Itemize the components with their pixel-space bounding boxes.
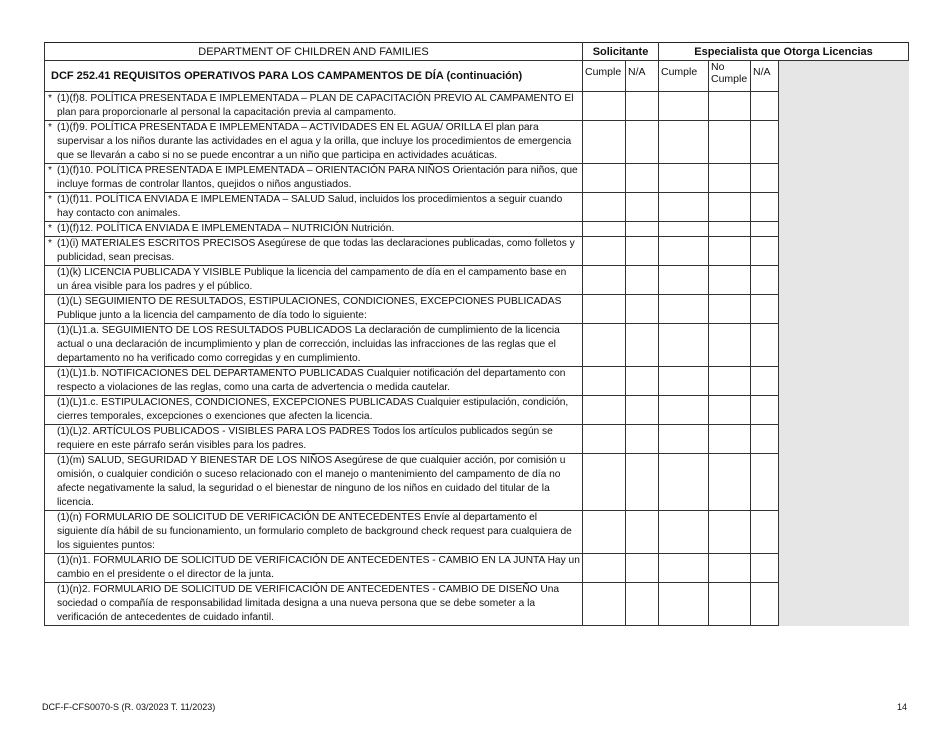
cumple-solicitante-box[interactable] <box>583 237 626 266</box>
cumple-especialista-box[interactable] <box>659 454 709 511</box>
requirement-row <box>45 511 909 554</box>
cumple-solicitante-box[interactable] <box>583 324 626 367</box>
header-row-2 <box>45 61 909 92</box>
na-solicitante-box[interactable] <box>626 396 659 425</box>
col-cumple-especialista: Cumple <box>659 61 709 92</box>
na-solicitante-box[interactable] <box>626 164 659 193</box>
na-solicitante-box[interactable] <box>626 295 659 324</box>
na-especialista-box[interactable] <box>751 222 779 237</box>
shaded-area <box>779 92 909 121</box>
shaded-area <box>779 222 909 237</box>
na-especialista-box[interactable] <box>751 454 779 511</box>
cumple-especialista-box[interactable] <box>659 266 709 295</box>
no-cumple-especialista-box[interactable] <box>709 396 751 425</box>
col-na-especialista: N/A <box>751 61 779 92</box>
form-id: DCF-F-CFS0070-S (R. 03/2023 T. 11/2023) <box>42 702 216 712</box>
shaded-area <box>779 237 909 266</box>
requirement-text-cell <box>45 511 583 554</box>
no-cumple-especialista-box[interactable] <box>709 324 751 367</box>
requirement-text: (1)(f)11. POLÍTICA ENVIADA E IMPLEMENTADA – SALUD Salud, incluidos los procedimientos a seguir cuando hay contacto con animales. <box>57 194 563 219</box>
na-solicitante-box[interactable] <box>626 121 659 164</box>
cumple-solicitante-box[interactable] <box>583 367 626 396</box>
na-especialista-box[interactable] <box>751 193 779 222</box>
no-cumple-especialista-box[interactable] <box>709 121 751 164</box>
shaded-area <box>779 583 909 626</box>
requirement-row <box>45 222 909 237</box>
requirement-text: (1)(i) MATERIALES ESCRITOS PRECISOS Asegúrese de que todas las declaraciones publicadas, como folletos y publicidad, sean precisas. <box>57 238 575 263</box>
na-especialista-box[interactable] <box>751 92 779 121</box>
requirement-text: (1)(n)2. FORMULARIO DE SOLICITUD DE VERIFICACIÓN DE ANTECEDENTES - CAMBIO DE DISEÑO Una sociedad o compañía de responsabilidad limitada designa a una nueva persona que se debe someter a la verificación de antecedentes de cuidado infantil. <box>57 584 560 623</box>
cumple-solicitante-box[interactable] <box>583 295 626 324</box>
requirement-row <box>45 425 909 454</box>
cumple-solicitante-box[interactable] <box>583 121 626 164</box>
requirement-text: (1)(n)1. FORMULARIO DE SOLICITUD DE VERIFICACIÓN DE ANTECEDENTES - CAMBIO EN LA JUNTA Hay un cambio en el presidente o el director de la junta. <box>57 555 580 580</box>
requirement-text: (1)(f)10. POLÍTICA PRESENTADA E IMPLEMENTADA – ORIENTACIÓN PARA NIÑOS Orientación para niños, que incluye formas de controlar llantos, quejidos o niños angustiados. <box>57 165 578 190</box>
requirement-text-cell <box>45 367 583 396</box>
no-cumple-especialista-box[interactable] <box>709 295 751 324</box>
requirement-text-cell <box>45 92 583 121</box>
cumple-especialista-box[interactable] <box>659 554 709 583</box>
requirement-row <box>45 324 909 367</box>
requirement-text-cell <box>45 193 583 222</box>
na-especialista-box[interactable] <box>751 295 779 324</box>
requirement-row <box>45 237 909 266</box>
no-cumple-especialista-box[interactable] <box>709 425 751 454</box>
requirement-row <box>45 295 909 324</box>
cumple-solicitante-box[interactable] <box>583 583 626 626</box>
required-marker: * <box>48 122 52 133</box>
solicitante-header: Solicitante <box>583 43 659 61</box>
requirement-text-cell <box>45 164 583 193</box>
na-solicitante-box[interactable] <box>626 266 659 295</box>
na-solicitante-box[interactable] <box>626 511 659 554</box>
na-especialista-box[interactable] <box>751 554 779 583</box>
na-solicitante-box[interactable] <box>626 454 659 511</box>
page-number: 14 <box>896 702 907 712</box>
requirement-text-cell <box>45 324 583 367</box>
na-especialista-box[interactable] <box>751 396 779 425</box>
na-especialista-box[interactable] <box>751 121 779 164</box>
required-marker: * <box>48 238 52 249</box>
no-cumple-especialista-box[interactable] <box>709 266 751 295</box>
na-solicitante-box[interactable] <box>626 237 659 266</box>
cumple-solicitante-box[interactable] <box>583 554 626 583</box>
requirement-text-cell <box>45 396 583 425</box>
shaded-area <box>779 61 909 92</box>
requirement-text: (1)(L)2. ARTÍCULOS PUBLICADOS - VISIBLES PARA LOS PADRES Todos los artículos publicados según se requiere en este párrafo serán visibles para los padres. <box>57 426 553 451</box>
cumple-solicitante-box[interactable] <box>583 193 626 222</box>
no-cumple-especialista-box[interactable] <box>709 237 751 266</box>
requirement-text-cell <box>45 237 583 266</box>
requirement-text: (1)(f)8. POLÍTICA PRESENTADA E IMPLEMENTADA – PLAN DE CAPACITACIÓN PREVIO AL CAMPAMENTO El plan para proporcionarle al personal la capacitación previa al campamento. <box>57 93 574 118</box>
no-cumple-especialista-box[interactable] <box>709 454 751 511</box>
na-especialista-box[interactable] <box>751 367 779 396</box>
cumple-especialista-box[interactable] <box>659 511 709 554</box>
cumple-solicitante-box[interactable] <box>583 425 626 454</box>
requirement-text-cell <box>45 583 583 626</box>
requirement-text-cell <box>45 425 583 454</box>
cumple-especialista-box[interactable] <box>659 367 709 396</box>
especialista-header: Especialista que Otorga Licencias <box>659 43 909 61</box>
requirement-text: (1)(L)1.a. SEGUIMIENTO DE LOS RESULTADOS PUBLICADOS La declaración de cumplimiento de la licencia actual o una declaración de incumplimiento y plan de corrección, incluidas las infracciones de las reglas que el departamento no ha verificado como corregidas y en cumplimiento. <box>57 325 560 364</box>
shaded-area <box>779 295 909 324</box>
requirement-text: (1)(f)9. POLÍTICA PRESENTADA E IMPLEMENTADA – ACTIVIDADES EN EL AGUA/ ORILLA El plan para supervisar a los niños durante las actividades en el agua y la orilla, que incluye los procedimientos de emergencia que se llevarán a cabo si no se puede encontrar a un niño que participa en actividades acuáticas. <box>57 122 572 161</box>
no-cumple-especialista-box[interactable] <box>709 367 751 396</box>
requirement-text: (1)(f)12. POLÍTICA ENVIADA E IMPLEMENTADA – NUTRICIÓN Nutrición. <box>57 223 395 234</box>
na-solicitante-box[interactable] <box>626 324 659 367</box>
shaded-area <box>779 193 909 222</box>
requirement-row <box>45 266 909 295</box>
required-marker: * <box>48 165 52 176</box>
no-cumple-especialista-box[interactable] <box>709 554 751 583</box>
na-especialista-box[interactable] <box>751 583 779 626</box>
requirement-text: (1)(n) FORMULARIO DE SOLICITUD DE VERIFICACIÓN DE ANTECEDENTES Envíe al departamento el siguiente día hábil de su funcionamiento, un formulario completo de background check request para cualquiera de los siguientes puntos: <box>57 512 572 551</box>
na-solicitante-box[interactable] <box>626 425 659 454</box>
requirement-text: (1)(k) LICENCIA PUBLICADA Y VISIBLE Publique la licencia del campamento de día en el campamento base en un área visible para los padres y el público. <box>57 267 567 292</box>
cumple-solicitante-box[interactable] <box>583 266 626 295</box>
na-solicitante-box[interactable] <box>626 367 659 396</box>
na-especialista-box[interactable] <box>751 425 779 454</box>
na-especialista-box[interactable] <box>751 237 779 266</box>
col-no-cumple-especialista: No Cumple <box>709 61 751 92</box>
na-solicitante-box[interactable] <box>626 583 659 626</box>
cumple-especialista-box[interactable] <box>659 324 709 367</box>
cumple-especialista-box[interactable] <box>659 92 709 121</box>
cumple-especialista-box[interactable] <box>659 425 709 454</box>
requirement-text-cell <box>45 222 583 237</box>
no-cumple-especialista-box[interactable] <box>709 164 751 193</box>
cumple-especialista-box[interactable] <box>659 396 709 425</box>
no-cumple-especialista-box[interactable] <box>709 511 751 554</box>
required-marker: * <box>48 223 52 234</box>
na-especialista-box[interactable] <box>751 511 779 554</box>
department-name: DEPARTMENT OF CHILDREN AND FAMILIES <box>45 43 583 61</box>
no-cumple-especialista-box[interactable] <box>709 583 751 626</box>
cumple-solicitante-box[interactable] <box>583 396 626 425</box>
col-na-solicitante: N/A <box>626 61 659 92</box>
shaded-area <box>779 554 909 583</box>
cumple-solicitante-box[interactable] <box>583 454 626 511</box>
cumple-especialista-box[interactable] <box>659 583 709 626</box>
requirement-row <box>45 164 909 193</box>
col-cumple-solicitante: Cumple <box>583 61 626 92</box>
shaded-area <box>779 121 909 164</box>
required-marker: * <box>48 194 52 205</box>
required-marker: * <box>48 93 52 104</box>
cumple-solicitante-box[interactable] <box>583 92 626 121</box>
requirement-row <box>45 583 909 626</box>
requirement-text-cell <box>45 454 583 511</box>
cumple-especialista-box[interactable] <box>659 193 709 222</box>
cumple-solicitante-box[interactable] <box>583 164 626 193</box>
no-cumple-especialista-box[interactable] <box>709 193 751 222</box>
requirement-row <box>45 396 909 425</box>
requirement-text-cell <box>45 121 583 164</box>
cumple-especialista-box[interactable] <box>659 295 709 324</box>
shaded-area <box>779 396 909 425</box>
shaded-area <box>779 367 909 396</box>
requirement-text-cell <box>45 266 583 295</box>
cumple-especialista-box[interactable] <box>659 121 709 164</box>
cumple-especialista-box[interactable] <box>659 237 709 266</box>
requirement-text-cell <box>45 295 583 324</box>
requirement-text-cell <box>45 554 583 583</box>
shaded-area <box>779 266 909 295</box>
na-solicitante-box[interactable] <box>626 92 659 121</box>
requirement-text: (1)(m) SALUD, SEGURIDAD Y BIENESTAR DE LOS NIÑOS Asegúrese de que cualquier acción, por comisión u omisión, o cualquier condición o suceso relacionado con el manejo o mantenimiento del campamento de día no afecte negativamente la salud, la seguridad o el bienestar de ninguno de los niños en cuidado del titular de la licencia. <box>57 455 566 508</box>
na-especialista-box[interactable] <box>751 324 779 367</box>
na-solicitante-box[interactable] <box>626 554 659 583</box>
shaded-area <box>779 425 909 454</box>
requirement-row <box>45 193 909 222</box>
cumple-especialista-box[interactable] <box>659 222 709 237</box>
cumple-especialista-box[interactable] <box>659 164 709 193</box>
na-especialista-box[interactable] <box>751 164 779 193</box>
shaded-area <box>779 164 909 193</box>
requirement-text: (1)(L)1.c. ESTIPULACIONES, CONDICIONES, EXCEPCIONES PUBLICADAS Cualquier estipulación, condición, cierres temporales, excepciones o exenciones que afecten la licencia. <box>57 397 569 422</box>
na-solicitante-box[interactable] <box>626 193 659 222</box>
requirement-row <box>45 554 909 583</box>
requirement-row <box>45 121 909 164</box>
requirement-text: (1)(L)1.b. NOTIFICACIONES DEL DEPARTAMENTO PUBLICADAS Cualquier notificación del departamento con respecto a violaciones de las reglas, como una carta de advertencia o medida cautelar. <box>57 368 566 393</box>
na-especialista-box[interactable] <box>751 266 779 295</box>
section-title: DCF 252.41 REQUISITOS OPERATIVOS PARA LOS CAMPAMENTOS DE DÍA (continuación) <box>45 61 583 92</box>
no-cumple-especialista-box[interactable] <box>709 222 751 237</box>
requirements-table <box>44 42 909 626</box>
shaded-area <box>779 454 909 511</box>
requirement-row <box>45 454 909 511</box>
cumple-solicitante-box[interactable] <box>583 222 626 237</box>
requirement-text: (1)(L) SEGUIMIENTO DE RESULTADOS, ESTIPULACIONES, CONDICIONES, EXCEPCIONES PUBLICADAS Publique junto a la licencia del campamento de día todo lo siguiente: <box>57 296 562 321</box>
shaded-area <box>779 511 909 554</box>
header-row-1 <box>45 43 909 61</box>
no-cumple-especialista-box[interactable] <box>709 92 751 121</box>
na-solicitante-box[interactable] <box>626 222 659 237</box>
shaded-area <box>779 324 909 367</box>
requirement-row <box>45 92 909 121</box>
cumple-solicitante-box[interactable] <box>583 511 626 554</box>
requirement-row <box>45 367 909 396</box>
